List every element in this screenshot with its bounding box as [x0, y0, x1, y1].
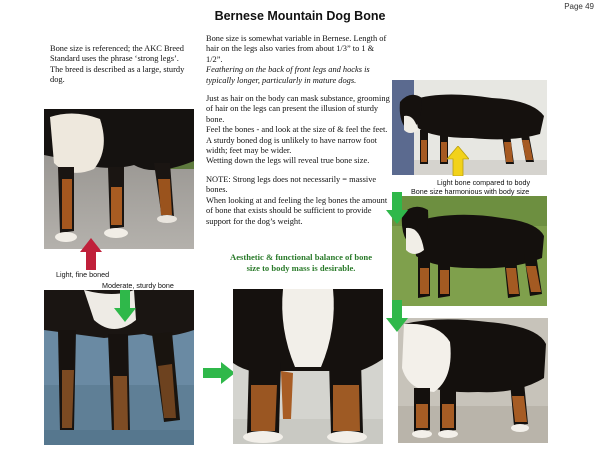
left-text-block — [50, 44, 200, 86]
mid-text-block — [206, 34, 392, 227]
photo-light-bone-dog — [392, 80, 547, 175]
mid-note-line: NOTE: Strong legs does not necessarily = massive bones. — [206, 174, 377, 195]
arrow-down-green-icon — [386, 192, 408, 224]
arrow-right-green-icon — [203, 362, 235, 384]
photo-sturdy-dog-standing — [398, 318, 548, 443]
caption-light-compared: Light bone compared to body — [437, 178, 531, 187]
mid-para1-italic: Feathering on the back of front legs and hocks is typically longer, particularly in mature dogs. — [206, 65, 370, 85]
mid-note-line: When looking at and feeling the leg bones the amount of bone that exists should be sufficient to provide support for the dog’s weight. — [206, 195, 388, 226]
left-text-line: Bone size is referenced; the AKC Breed Standard uses the phrase ‘strong legs’. — [50, 44, 184, 64]
mid-para2-line: Just as hair on the body can mask substance, grooming of hair on the legs can present the illusion of sturdy bone. — [206, 94, 390, 124]
caption-harmonious: Bone size harmonious with body size — [411, 187, 530, 196]
arrow-down-green-icon — [114, 290, 136, 322]
caption-moderate-sturdy: Moderate, sturdy bone — [102, 281, 174, 290]
left-text-line: The breed is described as a large, sturdy dog. — [50, 64, 185, 85]
mid-para2-line: Feel the bones - and look at the size of & feel the feet. A sturdy boned dog is unlikely to have narrow foot width; feet may be wider. — [206, 125, 388, 156]
arrow-up-red-icon — [80, 238, 102, 270]
photo-light-boned-legs — [44, 109, 194, 249]
photo-harmonious-dog-grass — [392, 196, 547, 306]
arrow-down-green-icon — [386, 300, 408, 332]
caption-light-fine: Light, fine boned — [56, 270, 110, 279]
arrow-up-yellow-icon — [447, 146, 469, 176]
page-number: Page 49 — [564, 2, 594, 11]
balance-note: Aesthetic & functional balance of bone size to body mass is desirable. — [229, 252, 373, 273]
mid-para1: Bone size is somewhat variable in Bernese. Length of hair on the legs also varies from about 1/3” to 1 & 1/2”. — [206, 34, 387, 64]
photo-front-legs-sturdy — [233, 289, 383, 444]
page-title: Bernese Mountain Dog Bone — [214, 9, 386, 23]
mid-para2-line: Wetting down the legs will reveal true bone size. — [206, 156, 370, 166]
